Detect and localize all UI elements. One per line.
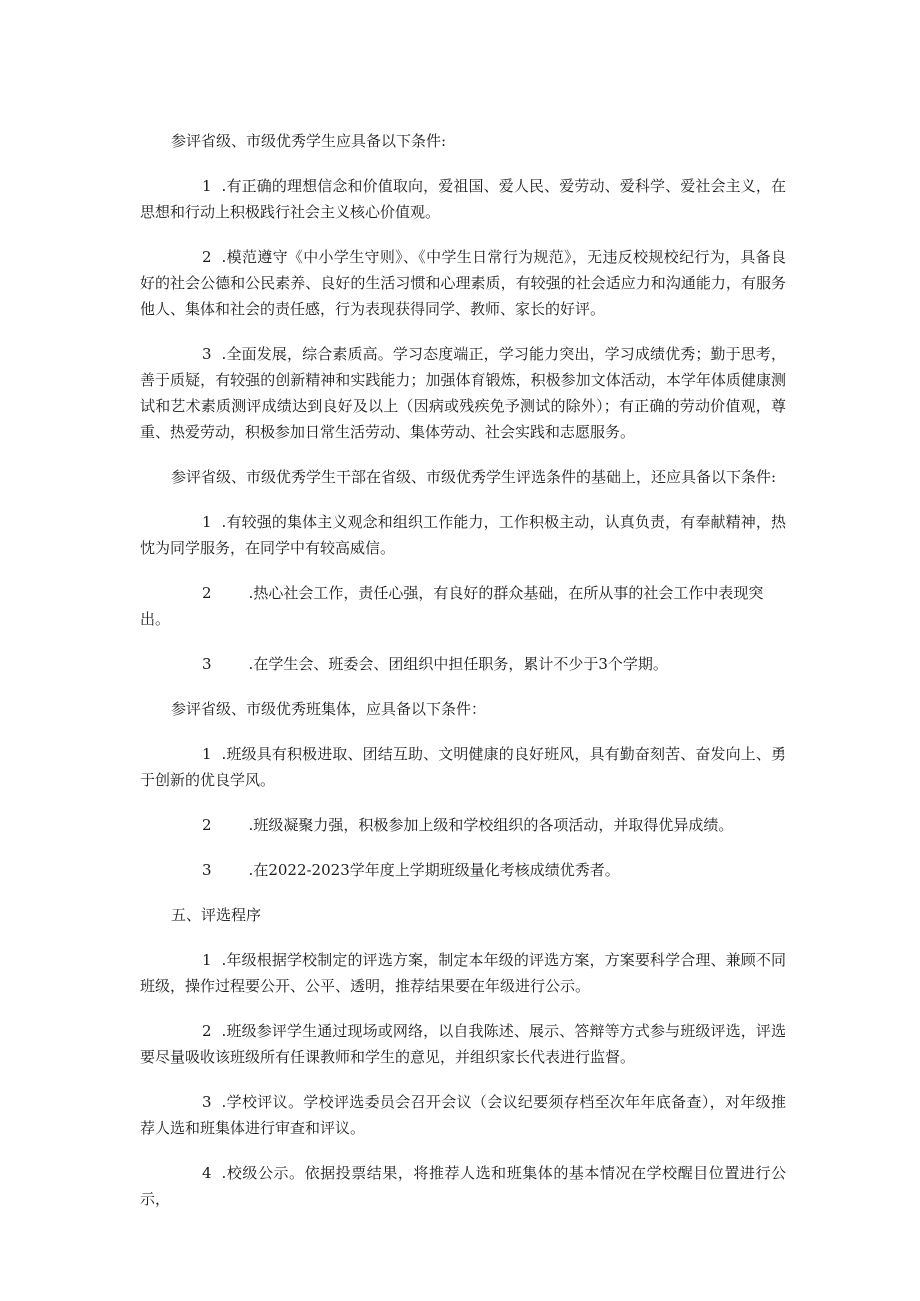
item-number: 2 bbox=[202, 816, 212, 834]
item-number: 3 bbox=[202, 1093, 212, 1111]
item-number: 1 bbox=[202, 177, 212, 195]
students-intro: 参评省级、市级优秀学生应具备以下条件: bbox=[171, 132, 447, 150]
item-number: 2 bbox=[202, 1022, 212, 1040]
cadres-intro: 参评省级、市级优秀学生干部在省级、市级优秀学生评选条件的基础上，还应具备以下条件: bbox=[171, 468, 777, 486]
item-text: .热心社会工作，责任心强，有良好的群众基础，在所从事的社会工作中表现突出。 bbox=[140, 584, 764, 628]
procedure-item-3 bbox=[140, 1089, 786, 1141]
item-number: 3 bbox=[202, 861, 212, 879]
item-number: 1 bbox=[202, 513, 212, 531]
item-text: .在学生会、班委会、团组织中担任职务，累计不少于3个学期。 bbox=[248, 655, 668, 673]
item-number: 1 bbox=[202, 745, 212, 763]
item-text: .有正确的理想信念和价值取向，爱祖国、爱人民、爱劳动、爱科学、爱社会主义，在思想和行动上积极践行社会主义核心价值观。 bbox=[140, 177, 786, 221]
item-text: .校级公示。依据投票结果，将推荐人选和班集体的基本情况在学校醒目位置进行公示， bbox=[140, 1164, 786, 1208]
item-text: .班级具有积极进取、团结互助、文明健康的良好班风，具有勤奋刻苦、奋发向上、勇于创新的优良学风。 bbox=[140, 745, 786, 789]
procedure-item-4 bbox=[140, 1160, 786, 1212]
item-number: 1 bbox=[202, 951, 212, 969]
item-text: .年级根据学校制定的评选方案，制定本年级的评选方案，方案要科学合理、兼顾不同班级，操作过程要公开、公平、透明，推荐结果要在年级进行公示。 bbox=[140, 951, 786, 995]
procedure-item-2 bbox=[140, 1018, 786, 1070]
classes-item-2 bbox=[140, 812, 786, 838]
classes-item-1 bbox=[140, 741, 786, 793]
procedure-item-1 bbox=[140, 947, 786, 999]
item-number: 3 bbox=[202, 345, 212, 363]
cadres-item-2 bbox=[140, 580, 786, 632]
item-number: 2 bbox=[202, 584, 212, 602]
procedure-heading: 五、评选程序 bbox=[171, 906, 262, 924]
students-item-3 bbox=[140, 341, 786, 445]
item-number: 4 bbox=[202, 1164, 212, 1182]
students-item-2 bbox=[140, 244, 786, 322]
cadres-item-1 bbox=[140, 509, 786, 561]
item-text: .班级参评学生通过现场或网络，以自我陈述、展示、答辩等方式参与班级评选，评选要尽量吸收该班级所有任课教师和学生的意见，并组织家长代表进行监督。 bbox=[140, 1022, 786, 1066]
cadres-item-3 bbox=[140, 651, 786, 677]
item-text: .全面发展，综合素质高。学习态度端正，学习能力突出，学习成绩优秀；勤于思考，善于质疑，有较强的创新精神和实践能力；加强体育锻炼，积极参加文体活动，本学年体质健康测试和艺术素质测评成绩达到良好及以上（因病或残疾免予测试的除外）；有正确的劳动价值观，尊重、热爱劳动，积极参加日常生活劳动、集体劳动、社会实践和志愿服务。 bbox=[140, 345, 786, 441]
classes-intro: 参评省级、市级优秀班集体，应具备以下条件： bbox=[171, 700, 487, 718]
classes-item-3 bbox=[140, 857, 786, 883]
item-text: .模范遵守《中小学生守则》、《中学生日常行为规范》，无违反校规校纪行为，具备良好的社会公德和公民素养、良好的生活习惯和心理素质，有较强的社会适应力和沟通能力，有服务他人、集体和社会的责任感，行为表现获得同学、教师、家长的好评。 bbox=[140, 248, 786, 318]
item-number: 2 bbox=[202, 248, 212, 266]
item-text: .学校评议。学校评选委员会召开会议（会议纪要须存档至次年年底备查），对年级推荐人选和班集体进行审查和评议。 bbox=[140, 1093, 786, 1137]
item-text: .在2022-2023学年度上学期班级量化考核成绩优秀者。 bbox=[248, 861, 620, 879]
document-body bbox=[140, 128, 786, 1231]
item-number: 3 bbox=[202, 655, 212, 673]
item-text: .班级凝聚力强，积极参加上级和学校组织的各项活动，并取得优异成绩。 bbox=[248, 816, 734, 834]
item-text: .有较强的集体主义观念和组织工作能力，工作积极主动，认真负责，有奉献精神，热忱为同学服务，在同学中有较高威信。 bbox=[140, 513, 786, 557]
students-item-1 bbox=[140, 173, 786, 225]
